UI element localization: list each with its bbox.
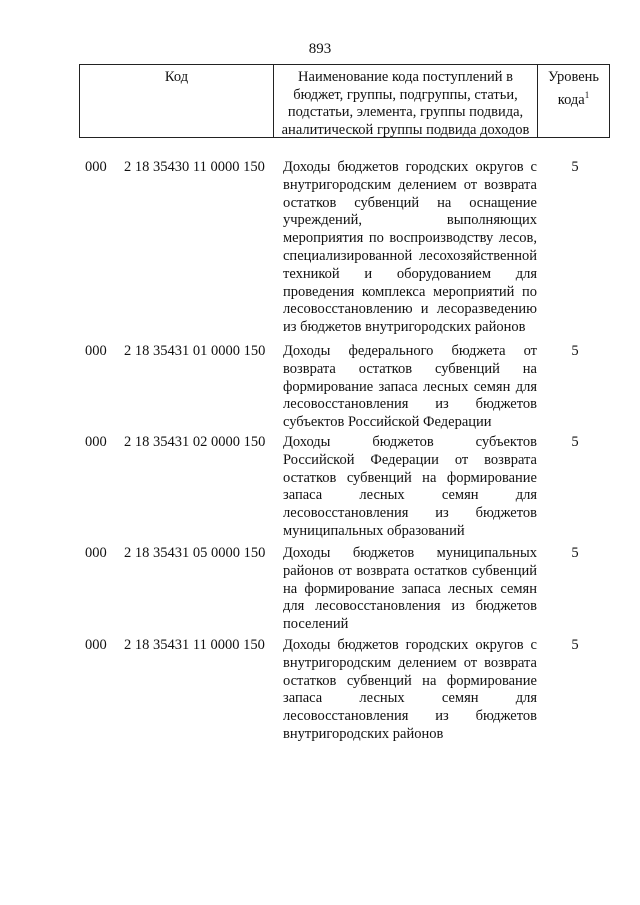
row-name-line: остатков субвенций на формирование xyxy=(283,469,537,486)
row-name-line: лесовосстановления из бюджетов xyxy=(283,505,537,522)
header-code: Код xyxy=(80,65,274,137)
row-level: 5 xyxy=(571,637,579,653)
row-name xyxy=(283,434,537,541)
row-admin-code: 000 xyxy=(85,434,107,450)
row-budget-code: 2 18 35431 11 0000 150 xyxy=(124,637,265,653)
row-level: 5 xyxy=(571,545,579,561)
row-budget-code: 2 18 35431 05 0000 150 xyxy=(124,545,266,561)
row-name-line: Российской Федерации от возврата xyxy=(283,451,537,468)
row-budget-code: 2 18 35431 02 0000 150 xyxy=(124,434,266,450)
header-level xyxy=(538,65,609,137)
row-name-line: поселений xyxy=(283,616,349,633)
row-name-line: Доходы бюджетов городских округов с xyxy=(283,159,537,175)
row-name-line: возврата остатков субвенций на xyxy=(283,360,537,377)
row-budget-code: 2 18 35430 11 0000 150 xyxy=(124,159,265,175)
header-level-footnote: 1 xyxy=(584,89,590,100)
header-name: Наименование кода поступлений в бюджет, группы, подгруппы, статьи, подстатьи, элемента, группы подвида, аналитической группы подвида доходов xyxy=(274,65,538,137)
row-name-line: лесовосстановления из бюджетов xyxy=(283,708,537,725)
row-name-line: Доходы бюджетов муниципальных xyxy=(283,545,537,561)
row-admin-code: 000 xyxy=(85,637,107,653)
row-admin-code: 000 xyxy=(85,545,107,561)
row-name-line: муниципальных образований xyxy=(283,522,465,539)
row-name-line: внутригородским делением от возврата xyxy=(283,654,537,671)
row-name-line: мероприятия по воспроизводству лесов, xyxy=(283,230,537,247)
row-name-line: из бюджетов внутригородских районов xyxy=(283,319,526,336)
row-name-line: техникой и оборудованием для xyxy=(283,265,537,282)
row-name-line: Доходы бюджетов городских округов с xyxy=(283,637,537,653)
row-name-line: Доходы федерального бюджета от xyxy=(283,343,537,359)
row-name-line: запаса лесных семян для xyxy=(283,690,537,707)
row-name-line: проведения комплекса мероприятий по xyxy=(283,283,537,300)
row-name-line: районов от возврата остатков субвенций xyxy=(283,562,537,579)
row-level: 5 xyxy=(571,159,579,175)
row-name-line: лесовосстановлению и лесоразведению xyxy=(283,301,537,318)
table-header xyxy=(79,64,610,138)
row-name xyxy=(283,545,537,634)
row-name-line: учреждений, выполняющих xyxy=(283,212,537,229)
row-name-line: для лесовосстановления из бюджетов xyxy=(283,598,537,615)
row-name-line: остатков субвенций на оснащение xyxy=(283,194,537,211)
row-name-line: формирование запаса лесных семян для xyxy=(283,378,537,395)
row-name-line: на формирование запаса лесных семян xyxy=(283,580,537,597)
row-name-line: специализированной лесохозяйственной xyxy=(283,247,537,264)
row-name-line: остатков субвенций на формирование xyxy=(283,672,537,689)
row-name-line: внутригородских районов xyxy=(283,725,444,742)
page-number: 893 xyxy=(308,41,332,57)
row-name-line: внутригородским делением от возврата xyxy=(283,176,537,193)
row-admin-code: 000 xyxy=(85,343,107,359)
row-level: 5 xyxy=(571,434,579,450)
row-level: 5 xyxy=(571,343,579,359)
row-name-line: запаса лесных семян для xyxy=(283,487,537,504)
row-name-line: Доходы бюджетов субъектов xyxy=(283,434,537,450)
row-budget-code: 2 18 35431 01 0000 150 xyxy=(124,343,266,359)
row-name xyxy=(283,637,537,744)
row-name-line: лесовосстановления из бюджетов xyxy=(283,396,537,413)
row-name-line: субъектов Российской Федерации xyxy=(283,414,492,431)
row-name xyxy=(283,343,537,432)
row-admin-code: 000 xyxy=(85,159,107,175)
header-level-label: Уровень кода xyxy=(547,69,600,108)
row-name xyxy=(283,159,537,337)
